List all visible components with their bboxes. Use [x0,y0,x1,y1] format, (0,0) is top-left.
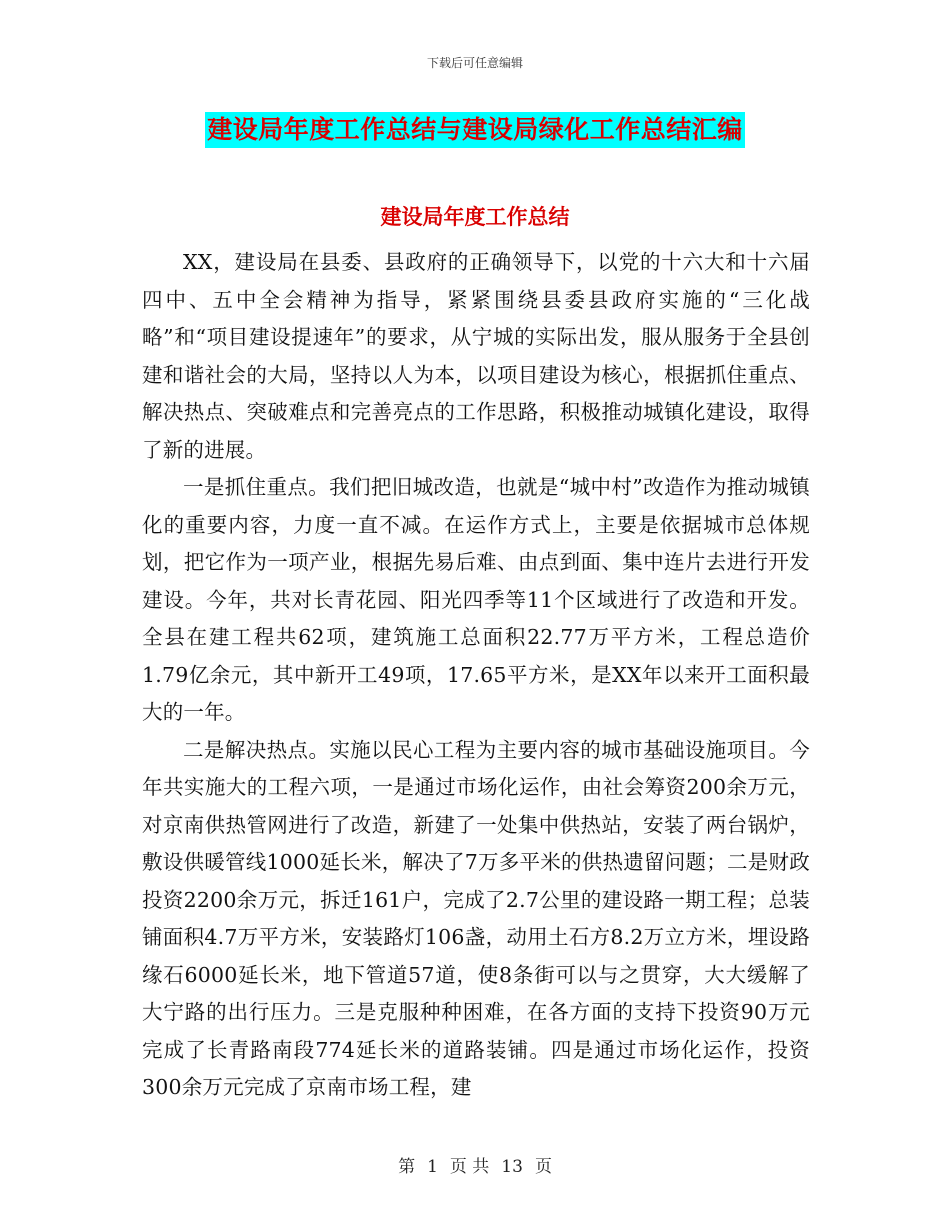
paragraph-point-two: 二是解决热点。实施以民心工程为主要内容的城市基础设施项目。今年共实施大的工程六项，一是通过市场化运作，由社会筹资200余万元，对京南供热管网进行了改造，新建了一处集中供热站，安装了两台锅炉，敷设供暖管线1000延长米，解决了7万多平米的供热遗留问题；二是财政投资2200余万元，拆迁161户，完成了2.7公里的建设路一期工程；总装铺面积4.7万平方米，安装路灯106盏，动用土石方8.2万立方米，埋设路缘石6000延长米，地下管道57道，使8条街可以与之贯穿，大大缓解了大宁路的出行压力。三是克服种种困难，在各方面的支持下投资90万元完成了长青路南段774延长米的道路装铺。四是通过市场化运作，投资300余万元完成了京南市场工程，建 [142,737,810,1099]
header-note: 下载后可任意编辑 [426,56,523,70]
document-body [142,244,810,1107]
paragraph-point-one: 一是抓住重点。我们把旧城改造，也就是“城中村”改造作为推动城镇化的重要内容，力度一直不减。在运作方式上，主要是依据城市总体规划，把它作为一项产业，根据先易后难、由点到面、集中连片去进行开发建设。今年，共对长青花园、阳光四季等11个区域进行了改造和开发。全县在建工程共62项，建筑施工总面积22.77万平方米，工程总造价1.79亿余元，其中新开工49项，17.65平方米，是XX年以来开工面积最大的一年。 [142,475,810,724]
footer-suffix: 页 [534,1157,552,1177]
section-title: 建设局年度工作总结 [380,205,570,229]
main-title-container [0,112,950,148]
page-footer [0,1152,950,1177]
total-pages: 13 [501,1157,523,1177]
document-main-title: 建设局年度工作总结与建设局绿化工作总结汇编 [205,112,745,148]
footer-middle: 页 共 [449,1157,490,1177]
page-number: 1 [427,1157,438,1177]
footer-prefix: 第 [398,1157,416,1177]
paragraph-intro: XX，建设局在县委、县政府的正确领导下，以党的十六大和十六届四中、五中全会精神为指导，紧紧围绕县委县政府实施的“三化战略”和“项目建设提速年”的要求，从宁城的实际出发，服从服务于全县创建和谐社会的大局，坚持以人为本，以项目建设为核心，根据抓住重点、解决热点、突破难点和完善亮点的工作思路，积极推动城镇化建设，取得了新的进展。 [142,250,810,462]
